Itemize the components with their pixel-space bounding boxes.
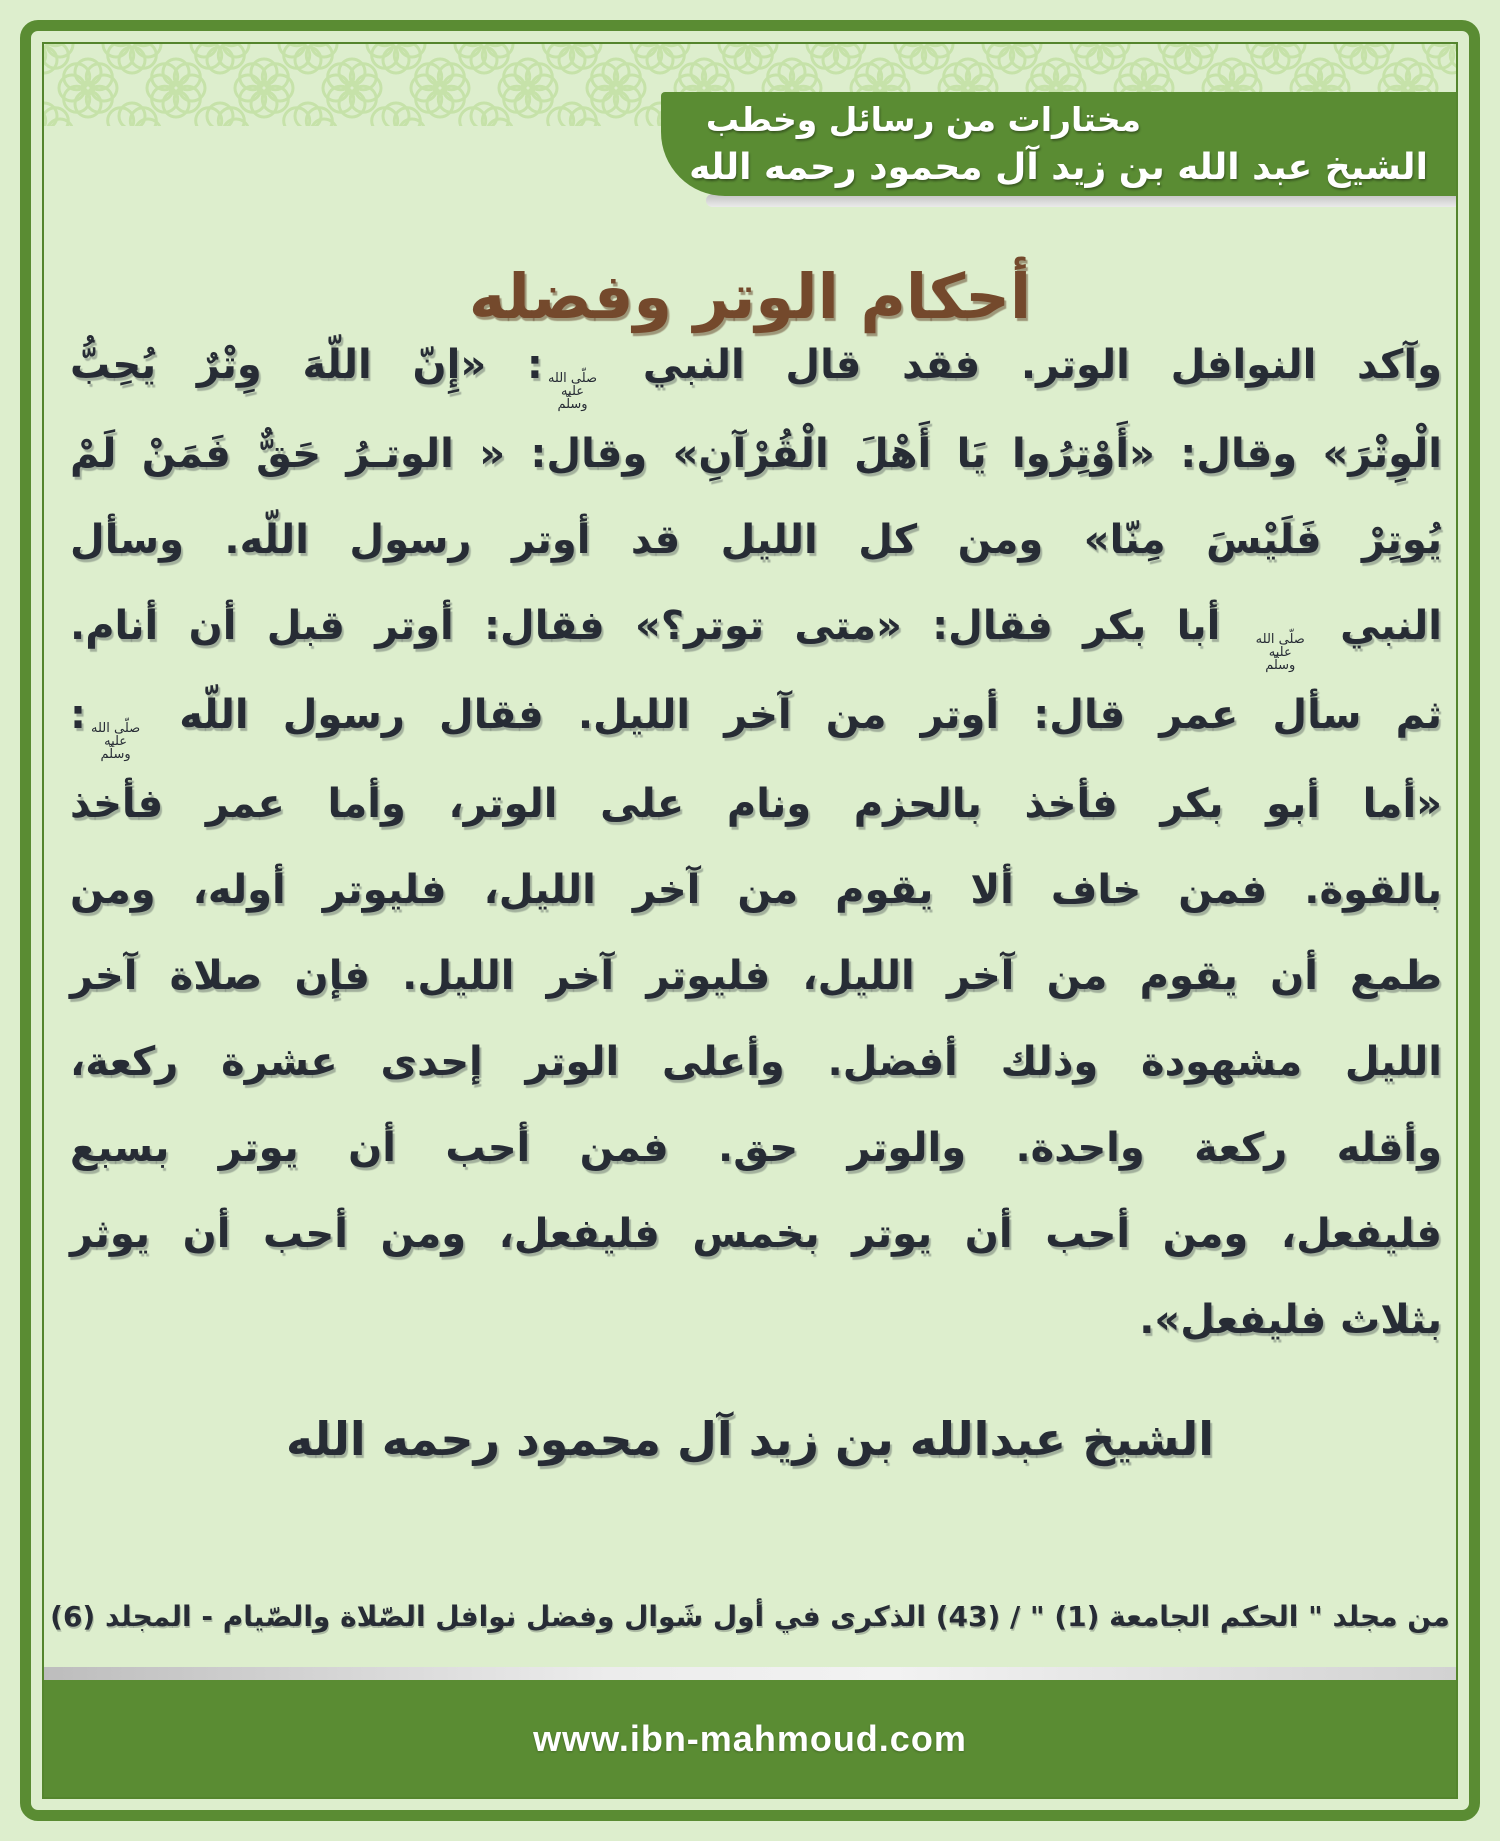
body-line: بالقوة. فمن خاف ألا يقوم من آخر الليل، فليوتر أوله، ومن [70,867,1442,913]
footer-bar [44,1680,1456,1797]
body-line: وآكد النوافل الوتر. فقد قال النبي صلّى الله عليه وسلّم : «إِنّ اللّهَ وِتْرٌ يُحِبُّ [70,342,1442,412]
body-line: الليل مشهودة وذلك أفضل. وأعلى الوتر إحدى عشرة ركعة، [70,1039,1442,1085]
body-text [70,322,1442,1363]
outer-frame [20,20,1480,1821]
signature: الشيخ عبدالله بن زيد آل محمود رحمه الله [285,1412,1215,1466]
header-banner [661,92,1456,196]
body-line: ثم سأل عمر قال: أوتر من آخر الليل. فقال رسول اللّه صلّى الله عليه وسلّم : [70,692,1442,762]
page-title: أحكام الوتر وفضله [468,259,1032,333]
salawat-mark: صلّى الله عليه وسلّم [1255,632,1305,673]
source-line: من مجلد " الحكم الجامعة (1) " / (43) الذكرى في أول شَوال وفضل نوافل الصّلاة والصّيام - المجلد (6) [50,1600,1450,1633]
body-line: وأقله ركعة واحدة. والوتر حق. فمن أحب أن يوتر بسبع [70,1125,1442,1171]
body-line: «أما أبو بكر فأخذ بالحزم ونام على الوتر، وأما عمر فأخذ [70,781,1442,827]
body-line: بثلاث فليفعل». [1139,1297,1442,1343]
banner-author: الشيخ عبد الله بن زيد آل محمود رحمه الله [689,147,1428,188]
body-line: يُوتِرْ فَلَيْسَ مِنّا» ومن كل الليل قد أوتر رسول اللّه. وسأل [70,517,1442,563]
salawat-mark: صلّى الله عليه وسلّم [547,371,598,412]
inner-panel [42,42,1458,1799]
body-line: فليفعل، ومن أحب أن يوتر بخمس فليفعل، ومن أحب أن يوثر [70,1211,1442,1257]
body-line: طمع أن يقوم من آخر الليل، فليوتر آخر الليل. فإن صلاة آخر [70,953,1442,999]
body-line: النبي صلّى الله عليه وسلّم أبا بكر فقال: «متى توتر؟» فقال: أوتر قبل أن أنام. [70,603,1442,673]
banner-subtitle: مختارات من رسائل وخطب [705,100,1142,139]
salawat-mark: صلّى الله عليه وسلّم [91,721,141,762]
footer-divider [44,1667,1456,1680]
body-line: الْوِتْرَ» وقال: «أَوْتِرُوا يَا أَهْلَ الْقُرْآنِ» وقال: « الوتـرُ حَقٌّ فَمَنْ لَمْ [70,431,1442,477]
website-link[interactable]: www.ibn-mahmoud.com [533,1717,967,1759]
